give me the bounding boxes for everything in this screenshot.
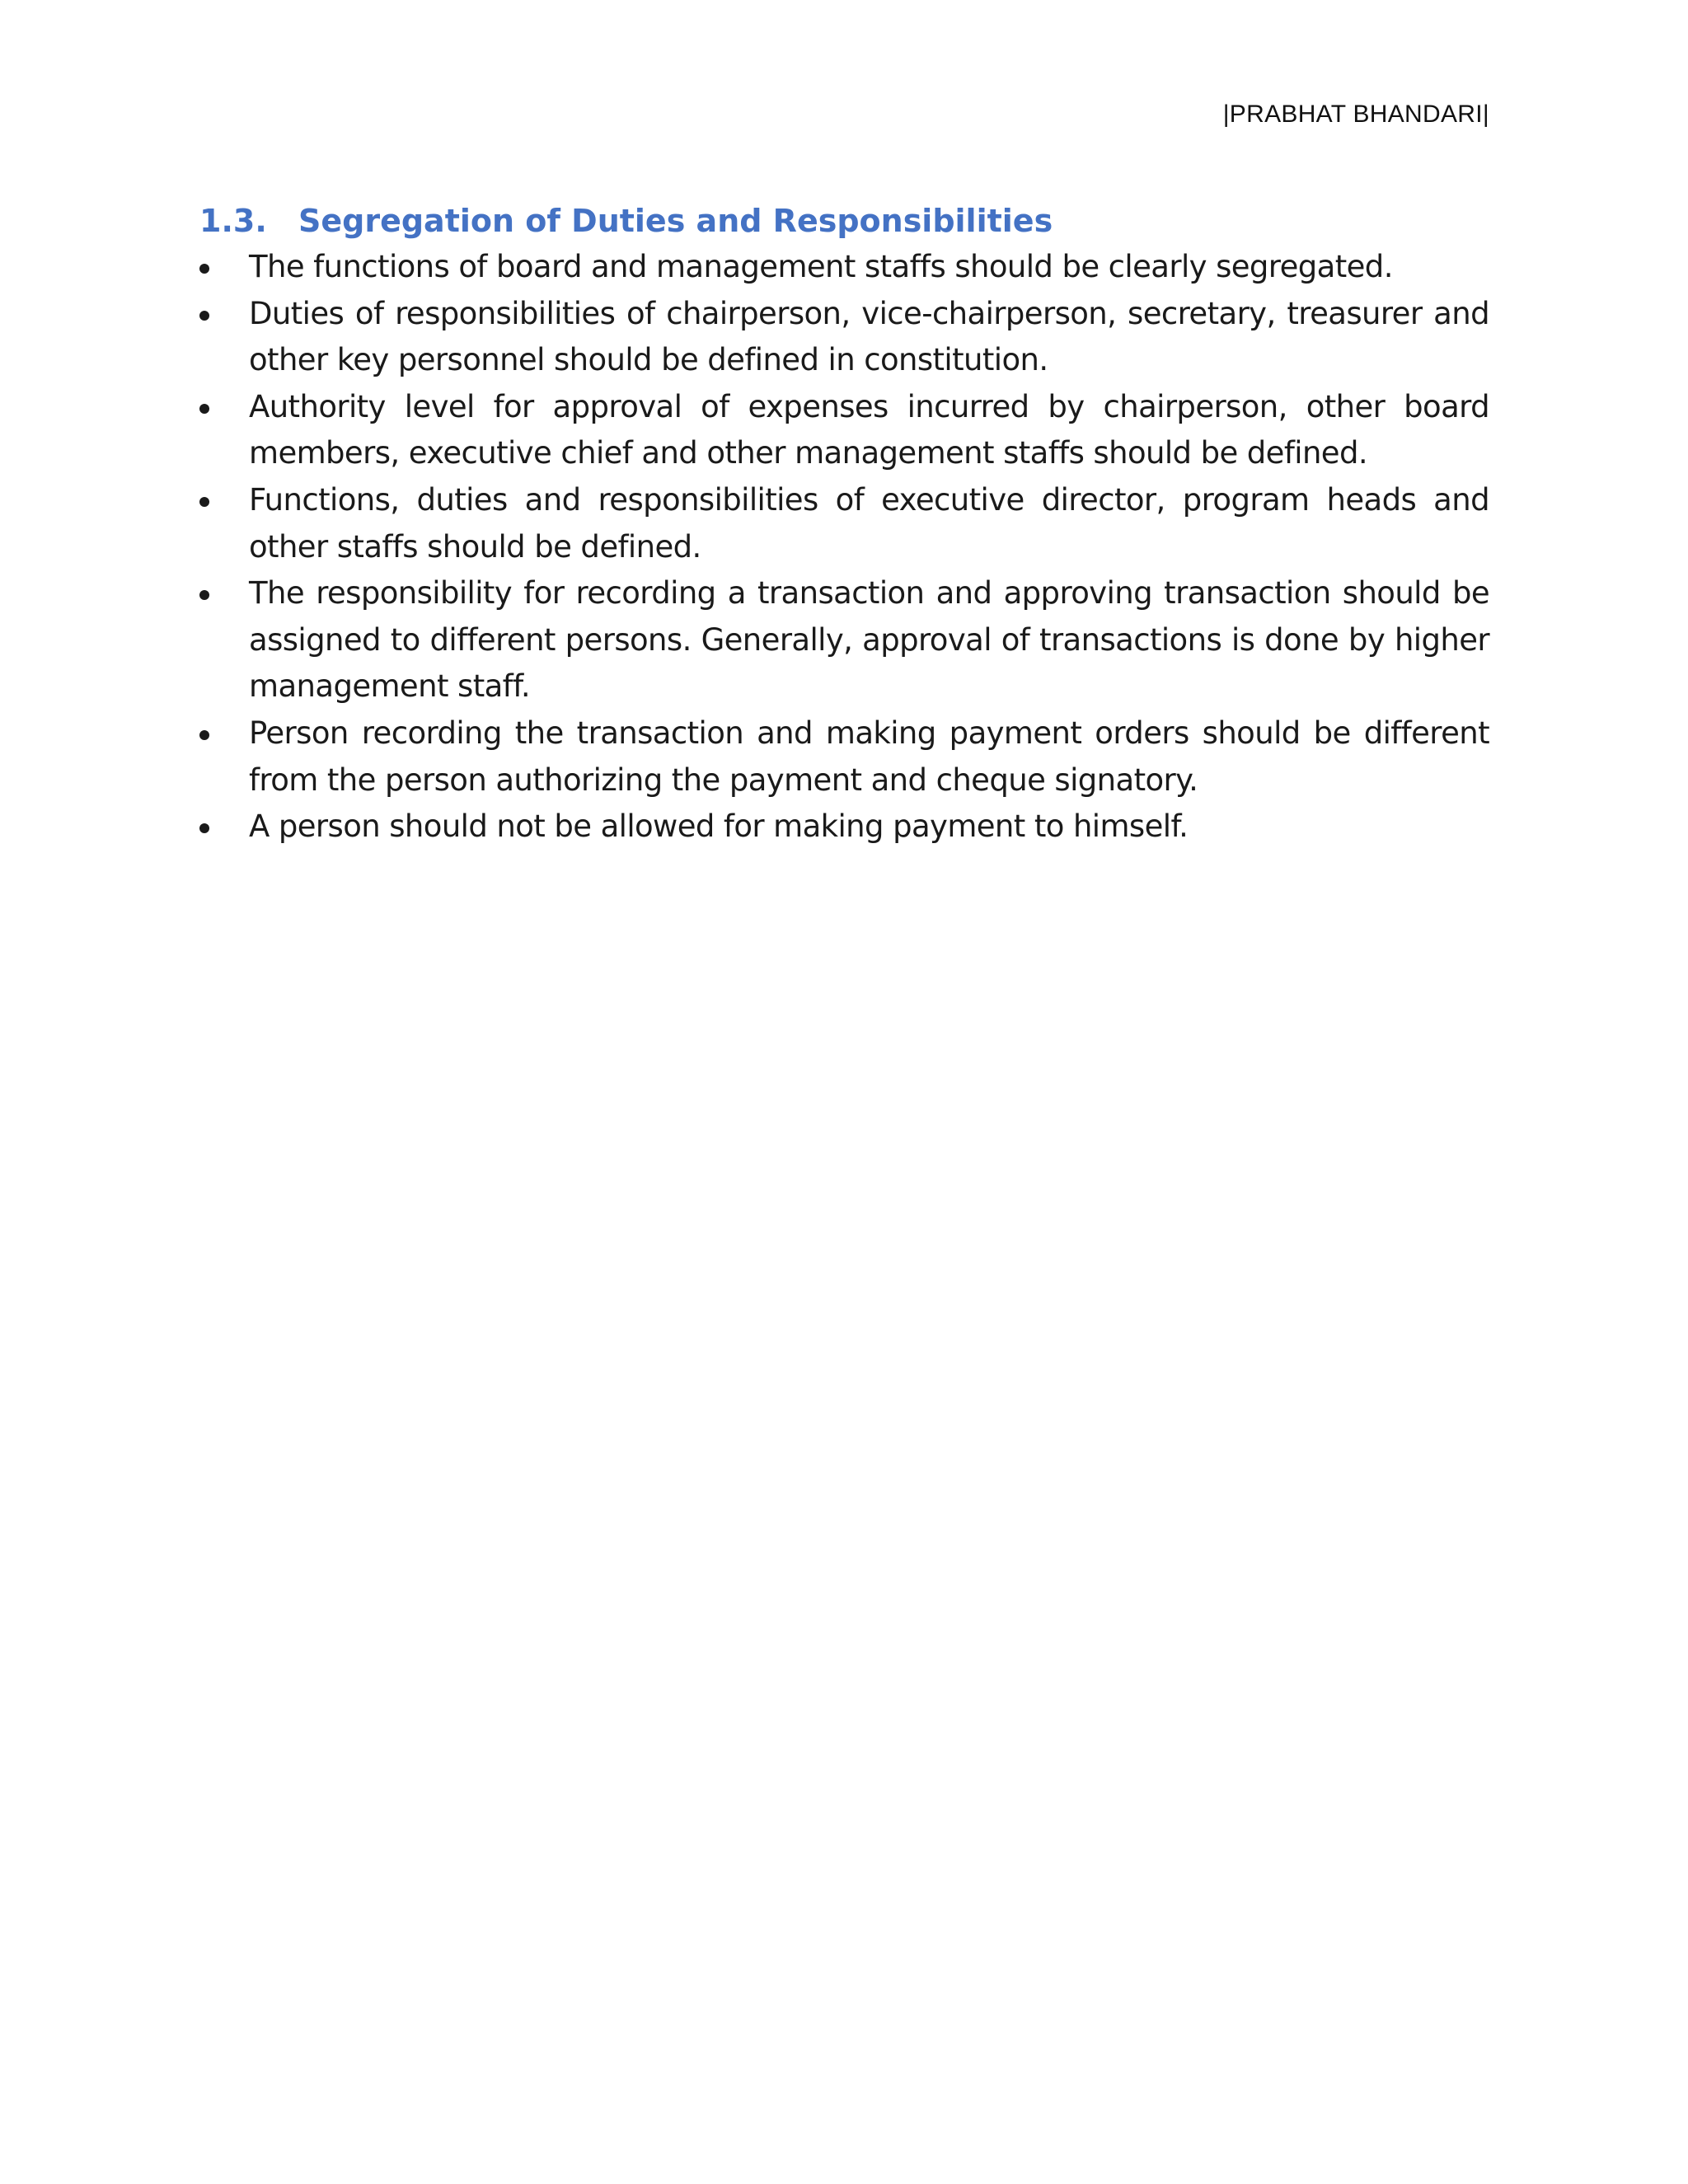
- list-item: [199, 570, 1489, 710]
- duties-list: [199, 244, 1489, 851]
- list-item: [199, 244, 1489, 291]
- list-item-text: Authority level for approval of expenses incurred by chairperson, other board members, executive chief and other management staffs should be defined.: [249, 388, 1489, 471]
- bullet-icon: [199, 264, 209, 274]
- bullet-icon: [199, 497, 209, 507]
- section-number: 1.3.: [199, 203, 267, 239]
- bullet-icon: [199, 730, 209, 740]
- section-title: Segregation of Duties and Responsibilities: [298, 203, 1053, 239]
- list-item-text: A person should not be allowed for making payment to himself.: [249, 808, 1189, 845]
- bullet-icon: [199, 311, 209, 321]
- bullet-icon: [199, 590, 209, 600]
- list-item: [199, 291, 1489, 384]
- running-header: |PRABHAT BHANDARI|: [1222, 101, 1489, 128]
- list-item: [199, 384, 1489, 477]
- list-item: [199, 804, 1489, 851]
- list-item-text: Person recording the transaction and making payment orders should be different from the person authorizing the payment and cheque signatory.: [249, 715, 1489, 798]
- bullet-icon: [199, 823, 209, 833]
- list-item: [199, 710, 1489, 804]
- list-item-text: The responsibility for recording a transaction and approving transaction should be assigned to different persons. Generally, approval of transactions is done by higher management staff.: [249, 575, 1489, 705]
- section-segregation-of-duties: [199, 198, 1489, 851]
- list-item: [199, 477, 1489, 570]
- list-item-text: The functions of board and management staffs should be clearly segregated.: [249, 249, 1393, 284]
- list-item-text: Duties of responsibilities of chairperson, vice-chairperson, secretary, treasurer and other key personnel should be defined in constitution.: [249, 295, 1489, 378]
- section-heading: [199, 198, 1489, 244]
- bullet-icon: [199, 404, 209, 414]
- list-item-text: Functions, duties and responsibilities of executive director, program heads and other staffs should be defined.: [249, 481, 1489, 565]
